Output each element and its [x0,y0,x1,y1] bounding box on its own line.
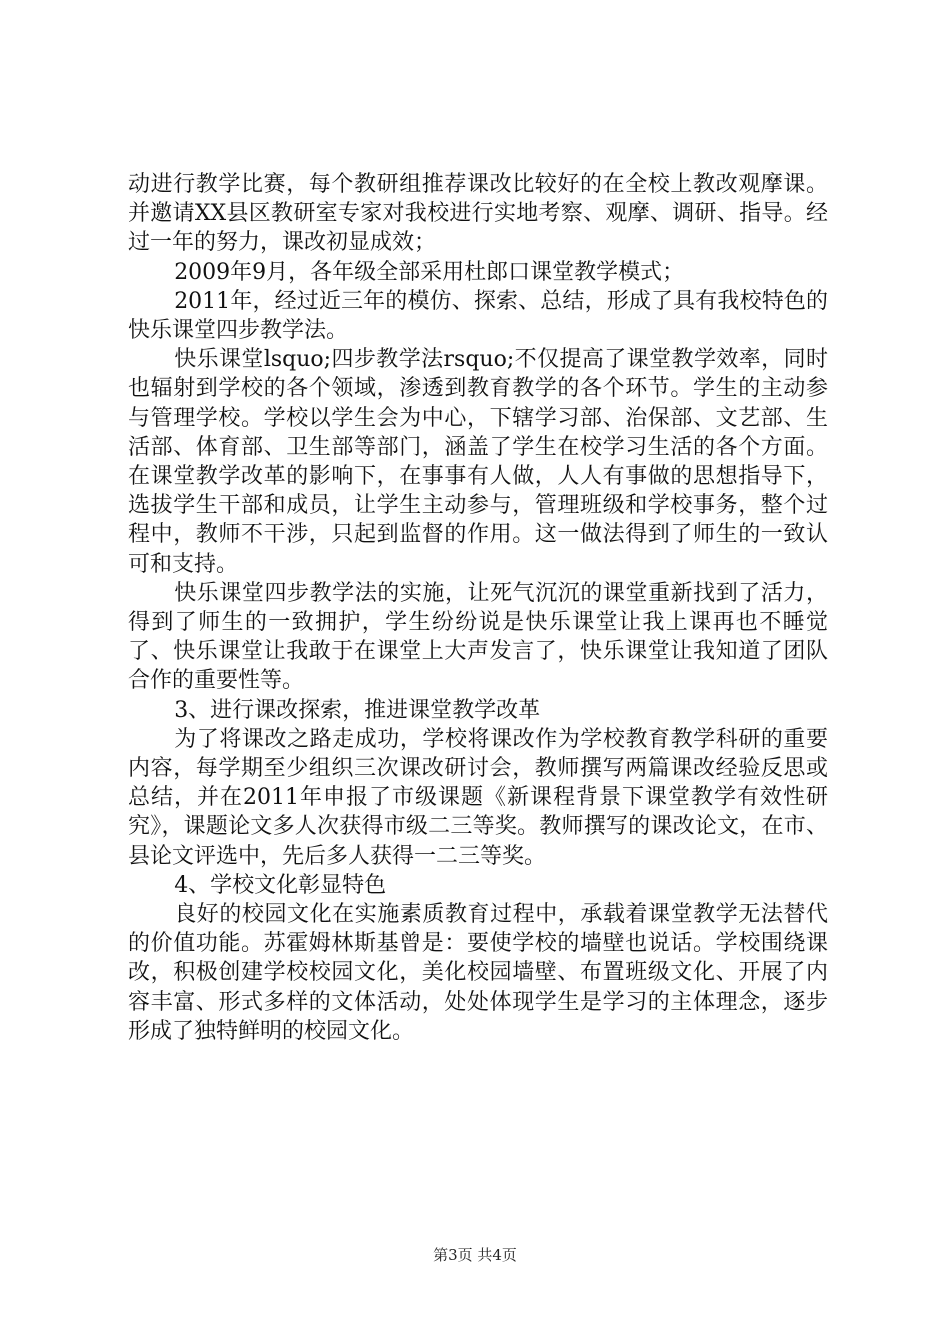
document-body [128,170,828,1046]
paragraph: 快乐课堂四步教学法的实施，让死气沉沉的课堂重新找到了活力，得到了师生的一致拥护，学生纷纷说是快乐课堂让我上课再也不睡觉了、快乐课堂让我敢于在课堂上大声发言了，快乐课堂让我知道了团队合作的重要性等。 [128,580,828,694]
paragraph: 快乐课堂lsquo;四步教学法rsquo;不仅提高了课堂教学效率，同时也辐射到学校的各个领域，渗透到教育教学的各个环节。学生的主动参与管理学校。学校以学生会为中心，下辖学习部、治保部、文艺部、生活部、体育部、卫生部等部门，涵盖了学生在校学习生活的各个方面。在课堂教学改革的影响下，在事事有人做，人人有事做的思想指导下，选拔学生干部和成员，让学生主动参与，管理班级和学校事务，整个过程中，教师不干涉，只起到监督的作用。这一做法得到了师生的一致认可和支持。 [128,347,828,577]
page-number-footer: 第3页 共4页 [433,1246,517,1264]
paragraph: 为了将课改之路走成功，学校将课改作为学校教育教学科研的重要内容，每学期至少组织三次课改研讨会，教师撰写两篇课改经验反思或总结，并在2011年申报了市级课题《新课程背景下课堂教学有效性研究》，课题论文多人次获得市级二三等奖。教师撰写的课改论文，在市、县论文评选中，先后多人获得一二三等奖。 [128,726,828,869]
section-heading: 4、学校文化彰显特色 [174,872,387,898]
paragraph: 2009年9月，各年级全部采用杜郎口课堂教学模式； [174,259,685,285]
paragraph: 2011年，经过近三年的模仿、探索、总结，形成了具有我校特色的快乐课堂四步教学法。 [128,288,828,344]
section-heading: 3、进行课改探索，推进课堂教学改革 [174,697,541,723]
paragraph: 动进行教学比赛，每个教研组推荐课改比较好的在全校上教改观摩课。并邀请XX县区教研室专家对我校进行实地考察、观摩、调研、指导。经过一年的努力，课改初显成效； [128,172,828,256]
paragraph: 良好的校园文化在实施素质教育过程中，承载着课堂教学无法替代的价值功能。苏霍姆林斯基曾是：要使学校的墙壁也说话。学校围绕课改，积极创建学校校园文化，美化校园墙壁、布置班级文化、开展了内容丰富、形式多样的文体活动，处处体现学生是学习的主体理念，逐步形成了独特鲜明的校园文化。 [128,902,828,1044]
